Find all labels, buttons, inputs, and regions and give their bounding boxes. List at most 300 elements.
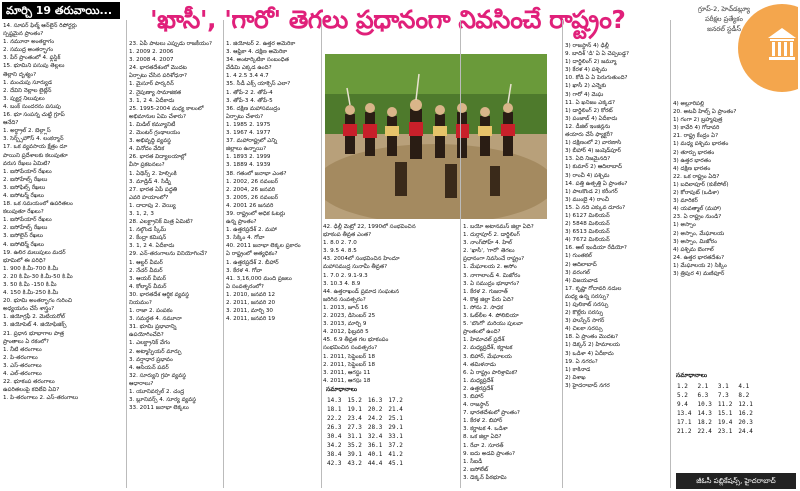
question-line: 30. భారతదేశ ఆర్థిక వ్యవస్థ bbox=[129, 291, 190, 298]
question-line: 3) ఒడిశా 4) ఏదీకాదు bbox=[565, 350, 614, 357]
question-line: 4) విజయవాడ bbox=[565, 277, 598, 284]
answer-cell: 2.1 bbox=[697, 383, 709, 390]
answer-cell: 17.2 bbox=[388, 397, 403, 404]
answer-row bbox=[674, 400, 756, 409]
question-line: 45. 6.9 తీవ్రత గల భూకంపం bbox=[323, 337, 389, 344]
question-line: 2. అట్మాస్ఫియర్ మార్పు bbox=[129, 348, 182, 355]
answer-cell: 20.2 bbox=[367, 406, 383, 413]
question-line: 32. సూర్యుని గ్రహ వ్యవస్థ bbox=[129, 372, 186, 379]
column-rule bbox=[670, 20, 671, 488]
question-line: 2. ఐసోలేట్ bbox=[463, 466, 489, 473]
question-line: 1) మేఘాలయ 2) సిక్కిం bbox=[673, 262, 727, 269]
question-line: 36. దక్షిణ మహాసముద్రం bbox=[226, 105, 281, 112]
answer-row bbox=[324, 396, 406, 405]
question-line: 2. పి-తరంగాలు bbox=[3, 354, 38, 361]
question-line: 38. గతంలో జనాభా ఎంత? bbox=[226, 170, 287, 177]
question-line: 19. ఏ నగరం? bbox=[565, 358, 598, 365]
question-line: 37. మహారాష్ట్రలో ఎన్ని bbox=[226, 138, 278, 145]
question-line: 2. దేవిని నెల్లాల లైట్లేన్ bbox=[3, 87, 52, 94]
question-line: పాయిని ప్రదేశాలకు కలుపుతూ bbox=[3, 152, 68, 159]
question-line: 3. 2011, ఆగస్టు 11 bbox=[323, 369, 371, 376]
answer-key-table bbox=[324, 396, 406, 468]
question-line: 41. 3,16,000 మంది ప్రజలు bbox=[226, 275, 292, 282]
question-line: 24. భారతదేశంలో మొదట bbox=[129, 65, 187, 72]
question-line: వేడిమి ఎక్కడ ఉంది? bbox=[226, 65, 272, 72]
answer-cell: 23.1 bbox=[717, 428, 733, 435]
question-line: జిల్లాలు ఉన్నాయి? bbox=[226, 146, 267, 153]
question-line: 1. 2011, సెప్టెంబర్ 18 bbox=[323, 353, 376, 360]
question-line: 4. 2011, ఆగస్టు 18 bbox=[323, 377, 371, 383]
question-line: 3) వరంగల్ bbox=[565, 269, 590, 276]
question-line: 22. భూకంప తరంగాలు bbox=[3, 379, 55, 386]
question-line: 4. తమిళనాడు bbox=[463, 361, 496, 368]
question-line: 2. ఉత్తరప్రదేశ్ bbox=[463, 385, 494, 392]
question-line: 3. నాంగ్‌పోహ్ 4. హిల్ bbox=[463, 240, 513, 247]
answer-cell: 7.3 bbox=[717, 392, 729, 399]
question-line: 3. తోపే-3 4. తోపే-5 bbox=[226, 97, 273, 104]
question-line: 4. రాజస్థాన్ bbox=[463, 402, 489, 409]
question-line: 42. ఢిల్లీ మెట్రో 22, 1990లో సంభవించిన bbox=[323, 224, 416, 230]
question-line: 1. ఐసోపేయార్ రేఖలు bbox=[3, 217, 52, 224]
question-line: 25. 1995-2004 మధ్య కాలంలో bbox=[129, 105, 204, 112]
question-line: 22. ఒక రాష్ట్రం ఏది? bbox=[673, 173, 720, 180]
question-line: 1. రేవా 2. సూరత్ bbox=[463, 442, 504, 449]
question-line: 4. కొత్త జిల్లా పేరు ఏది? bbox=[463, 296, 514, 303]
question-line: ఏర్పాటు చేశారు? bbox=[226, 113, 264, 120]
question-line: 4. ఎల్-తరంగాలు bbox=[3, 371, 42, 378]
question-line: 4. 2011, జనవరి 19 bbox=[226, 316, 276, 323]
question-line: 1) దార్జిలింగ్ 2) జమ్మూ bbox=[565, 59, 617, 66]
publisher-credit: జీఓసీ పబ్లికేషన్స్, హైదరాబాద్ bbox=[676, 473, 796, 489]
question-line: 3. 1, 2 4. ఏదీకాదు bbox=[129, 97, 175, 104]
question-line: మధ్య ఉన్న సరస్సు? bbox=[565, 293, 610, 300]
question-line: 2. 2023, డిసెంబర్ 25 bbox=[323, 313, 376, 320]
column-rule bbox=[223, 20, 224, 488]
question-line: 19. ఉలిర మలుపులు మదర్ bbox=[3, 249, 66, 256]
question-line: 3. కేరళ 4. గోవా bbox=[226, 267, 262, 274]
answer-row bbox=[674, 391, 756, 400]
question-line: 2. 2011, సెప్టెంబర్ 18 bbox=[323, 361, 376, 368]
answer-cell: 12.1 bbox=[738, 401, 753, 408]
question-line: 1. నీటి తరంగాలు bbox=[3, 346, 42, 353]
question-line: 4) 7672 మిలియన్ bbox=[565, 237, 610, 244]
question-line: తయారు చేసే ఫ్యాక్టరీ? bbox=[565, 132, 613, 139]
answer-cell: 42.3 bbox=[327, 460, 342, 467]
question-line: ఏ సంవత్సరంలో? bbox=[226, 283, 264, 290]
question-line: 4) దక్షిణ భారతం bbox=[673, 165, 711, 172]
answer-cell: 14.3 bbox=[697, 410, 712, 417]
question-line: 1. పి-తరంగాలు 2. ఎస్-తరంగాలు bbox=[3, 395, 79, 402]
question-line: ప్రాంతంలో ఉంది? bbox=[463, 329, 501, 336]
question-line: 3. ఐసోలైన్ రేఖలు bbox=[3, 233, 43, 240]
question-line: 1. 8.0 2. 7.0 bbox=[323, 240, 357, 247]
answer-cell: 37.2 bbox=[388, 442, 403, 449]
question-line: 3. ఓట్‌లీల 4. పోలిబియా bbox=[463, 313, 519, 320]
answer-cell: 45.1 bbox=[388, 460, 403, 467]
question-column-4 bbox=[323, 223, 459, 383]
answer-cell: 24.4 bbox=[738, 428, 753, 435]
question-line: 8. ఒక జిల్లా ఏది? bbox=[463, 434, 502, 441]
question-line: 1) అస్సాం bbox=[673, 222, 696, 229]
question-line: 3) కావేరి 4) గోదావరి bbox=[673, 125, 720, 132]
question-line: 3. 2013, మార్చి 9 bbox=[323, 321, 367, 328]
question-line: 1. 2013, జూన్ 16 bbox=[323, 304, 368, 311]
question-line: 1) కాకినాడ bbox=[565, 366, 591, 373]
question-column-6 bbox=[565, 42, 669, 488]
question-line: 1. మంచుపు సూర్యుడ bbox=[3, 79, 52, 86]
column-rule bbox=[562, 20, 563, 488]
question-column-5 bbox=[463, 223, 561, 488]
answer-cell: 29.1 bbox=[388, 424, 403, 431]
answer-cell: 18.1 bbox=[327, 406, 342, 413]
answer-cell: 16.2 bbox=[738, 410, 753, 417]
question-line: 1. నల్గొండ స్కీమ్ bbox=[129, 227, 167, 234]
answer-cell: 14.3 bbox=[327, 397, 342, 404]
question-line: 3. బ్లూనివర్స్ 4. సూర్య వ్యవస్థ bbox=[129, 397, 197, 404]
question-line: 43. 2004లో సంభవించిన హిందూ bbox=[323, 256, 400, 263]
question-line: 1. 2009 2. 2006 bbox=[129, 49, 174, 56]
question-line: 1. ఎలక్ట్రానిక్ వేగం bbox=[129, 340, 171, 347]
badge-line2: పరీక్షల ప్రత్యేకం bbox=[705, 15, 743, 23]
question-line: కలుపుతూ రేఖలు? bbox=[3, 209, 44, 216]
answer-cell: 8.2 bbox=[738, 392, 750, 399]
question-line: 14. పత్తి ఉత్పత్తి ఏ ప్రాంతం? bbox=[565, 180, 628, 187]
question-line: సంభవించిన సంవత్సరం? bbox=[323, 345, 378, 352]
question-line: జరిగిన సంవత్సరం? bbox=[323, 296, 366, 303]
question-line: 3. 1, 2, 3 bbox=[129, 210, 154, 217]
question-line: 3. మాడ్రిడ్ 4. సిడ్నీ bbox=[129, 178, 171, 185]
badge-text bbox=[688, 4, 760, 34]
answer-cell: 25.1 bbox=[388, 415, 403, 422]
answer-cell: 22.4 bbox=[697, 428, 712, 435]
question-line: 1. నమూనా అంతర్జాగం bbox=[3, 39, 55, 46]
answer-cell: 16.3 bbox=[367, 397, 383, 404]
question-line: 13. ఏది నిజమైనది? bbox=[565, 156, 611, 163]
answer-row bbox=[324, 432, 406, 441]
answer-cell: 17.1 bbox=[677, 419, 692, 426]
question-line: 3) 6513 మిలియన్ bbox=[565, 229, 610, 236]
question-line: 1. కేరళ 2. బిహార్ bbox=[463, 418, 503, 425]
question-line: 4. 2001 26 జనవరి bbox=[226, 202, 274, 209]
question-line: 28. ఎలక్ట్రానిక్ మిత్ర ఏమిటి? bbox=[129, 219, 193, 226]
question-line: 3. పీర్ ప్రాంతంలో 4. ఫ్లస్టిక్ bbox=[3, 55, 61, 62]
question-line: 1. 2002, 26 నవంబర్ bbox=[226, 178, 279, 185]
answer-row bbox=[324, 414, 406, 423]
question-line: ఉన్న ప్రాంతం? bbox=[226, 219, 257, 226]
question-line: 3. నాగాలాండ్ 4. మిజోరం bbox=[463, 272, 521, 279]
answer-cell: 9.4 bbox=[677, 401, 688, 408]
question-line: ఆనేది? bbox=[3, 120, 19, 127]
question-line: ప్రధానంగా నివసించే రాష్ట్రం? bbox=[463, 256, 525, 263]
answer-cell: 19.1 bbox=[347, 406, 362, 413]
question-line: 3. జియోపెట్ 4. జియోఫిజిక్స్ bbox=[3, 322, 67, 329]
question-line: 3) మారికర్ bbox=[673, 198, 698, 205]
question-line: 2) కోరాపుట్ (ఒడిశా) bbox=[673, 190, 720, 197]
question-line: 4) అల్లూరిపల్లి bbox=[673, 101, 705, 107]
question-line: 1. హిమాచల్ ప్రదేశ్ bbox=[463, 337, 505, 344]
question-line: 16. ఆల్ ఇండియా రేడియో? bbox=[565, 245, 627, 252]
question-line: 1. సీఐడీ bbox=[463, 458, 483, 465]
question-line: 4. కోల్మాన్ వీమర్ bbox=[129, 283, 167, 290]
question-line: 1) డెక్కన్ 2) హిమాలయ bbox=[565, 342, 620, 349]
answer-cell: 40.1 bbox=[367, 451, 383, 458]
question-line: 3. అభివృద్ధి వ్యవస్థ bbox=[129, 138, 171, 145]
answer-cell: 23.4 bbox=[347, 415, 362, 422]
question-line: ఏర్పాటు చేసిన పరిశోధనా? bbox=[129, 73, 187, 80]
headline: 'ఖాసీ', 'గారో' తెగలు ప్రధానంగా నివసించే రాష్ట్రం? bbox=[150, 5, 626, 34]
question-line: 3. వర్షాధార ప్రభావం bbox=[129, 356, 173, 363]
question-line: 4) యవత్మాల్ (మహా) bbox=[673, 206, 722, 213]
question-line: 1) గుంతకల్ bbox=[565, 253, 592, 260]
question-line: ఉపయోగించేది? bbox=[129, 332, 164, 339]
question-line: 3. ఆఫ్రికా 4. దక్షిణ అమెరికా bbox=[226, 49, 288, 56]
question-column-7 bbox=[673, 100, 798, 370]
question-line: ఎవరి హయాంలో? bbox=[129, 194, 169, 201]
answer-cell: 21.2 bbox=[677, 428, 692, 435]
question-line: 3) రాజస్థాన్ 4) ఢిల్లీ bbox=[565, 43, 609, 49]
answer-cell: 36.1 bbox=[367, 442, 383, 449]
question-line: 2. నేచర్ వీమర్ bbox=[129, 267, 163, 274]
question-line: 2. నైపుణ్యా సామాజికత bbox=[129, 89, 182, 96]
badge-line1: గ్రూప్-2, హెచ్‌డబ్ల్యూ bbox=[697, 5, 751, 13]
question-line: 1) ఖాసీ 2) ఎన్నెకు bbox=[565, 83, 607, 90]
answer-cell: 6.3 bbox=[697, 392, 709, 399]
question-line: 1. బయో అటానమస్ జిల్లా ఏది? bbox=[463, 224, 534, 230]
question-line: 1) దక్షిణంలో 2) వారణాసి bbox=[565, 140, 622, 147]
question-line: 2. మధ్యప్రదేశ్, కర్ణాటక bbox=[463, 345, 513, 352]
question-line: 3. ప్యుర్ల నిలువులు bbox=[3, 95, 45, 102]
answer-cell: 44.4 bbox=[367, 460, 383, 467]
question-line: 3) గారో 4) మెఘ bbox=[565, 91, 604, 98]
question-line: 2. 2004, 26 జనవరి bbox=[226, 186, 276, 193]
question-line: 1. తోపే-2 2. తోపే-4 bbox=[226, 89, 273, 96]
answer-row bbox=[674, 382, 756, 391]
badge-line3: జనరల్ స్టడీస్ bbox=[707, 25, 741, 33]
question-line: 3. బిహార్ bbox=[463, 393, 484, 400]
answer-row bbox=[324, 441, 406, 450]
question-line: 4. 150 కి.మీ-250 కి.మీ bbox=[3, 290, 59, 297]
question-line: 1. మేఘాలయ 2. అసోం bbox=[463, 264, 517, 271]
question-line: 6. ఏ రాష్ట్రం పారిశ్రామిక? bbox=[463, 369, 518, 376]
question-line: 1. జియోగ్రఫీ 2. మెటియరోల్ bbox=[3, 314, 66, 321]
question-line: 27. భారత ఏపీ పద్ధతి bbox=[129, 186, 178, 193]
question-line: 1. 7.0 2. 9.1-9.3 bbox=[323, 272, 368, 279]
question-line: 7. భారతదేశంలో ప్రాంతం? bbox=[463, 410, 520, 417]
answer-cell: 41.2 bbox=[388, 451, 403, 458]
question-line: 3. 1889 4. 1939 bbox=[226, 162, 271, 169]
question-line: 34. అంటార్కిటికా సంబంధిత bbox=[226, 57, 290, 64]
column-rule bbox=[126, 20, 127, 488]
question-line: 2. మెంటర్ గ్రంథాలయం bbox=[129, 130, 181, 137]
question-line: 3) కేరళ 4) పశ్చిమ bbox=[565, 67, 607, 74]
question-line: 1. కేరళ 2. గుజరాత్ bbox=[463, 288, 508, 295]
answer-cell: 10.3 bbox=[697, 401, 712, 408]
question-line: 33. 2011 జనాభా లెక్కలు bbox=[129, 405, 189, 412]
question-line: 35. సీడీ ఎక్స్ యాక్సెస్ ఎలా? bbox=[226, 81, 291, 88]
answer-cell: 34.2 bbox=[327, 442, 342, 449]
answer-cell: 20.3 bbox=[738, 419, 753, 426]
question-line: 3) హైదరాబాద్ నగర bbox=[565, 382, 610, 389]
answer-key-title: సమాధానాలు bbox=[676, 372, 708, 379]
question-line: 1) బదిలాపూర్ (కుకేసోల్) bbox=[673, 181, 729, 188]
answer-cell: 13.4 bbox=[677, 410, 692, 417]
question-line: 21. ప్రధాన భూభాగాల పాత్ర bbox=[3, 330, 64, 337]
question-line: 3. సిక్కిం 4. గోవా bbox=[226, 235, 265, 242]
question-line: 1. అర్థ్రాల్ 2. బెల్గ్లాస్ bbox=[3, 128, 51, 135]
answer-cell: 19.4 bbox=[717, 419, 733, 426]
question-line: 1. ఉత్తరప్రదేశ్ 2. బీహార్ bbox=[226, 259, 279, 266]
answer-row bbox=[674, 409, 756, 418]
question-line: 1) గంగా 2) బ్రహ్మపుత్ర bbox=[673, 117, 723, 124]
question-line: 23. ఏపీ పాటలు ఎప్పుడు రాజకీయం? bbox=[129, 41, 212, 47]
answer-cell: 39.1 bbox=[347, 451, 362, 458]
question-line: 4. ఐసోటర్మ్ రేఖలు bbox=[3, 192, 44, 199]
question-line: అభిమానుల ఏమి చేశారు? bbox=[129, 113, 187, 120]
question-line: 14. సూపర్ ఫిల్మ్ ఆన్‌లైన్ రిపోర్టర్లు bbox=[3, 23, 77, 29]
question-line: 4) చిలకా సరస్సు bbox=[565, 326, 603, 333]
question-line: 3) ఉత్తర భారతం bbox=[673, 157, 711, 164]
question-line: మహాసముద్ర సునామీ తీవ్రత? bbox=[323, 264, 388, 271]
question-line: 1. 900 కి.మీ-700 కి.మీ bbox=[3, 265, 59, 272]
answer-cell: 33.1 bbox=[388, 433, 403, 440]
question-line: 29. ఎన్-తరంగాలను వినియోగించే? bbox=[129, 251, 208, 258]
question-line: 3. సమర్థత 4. నమూనా bbox=[129, 316, 182, 323]
answer-cell: 38.4 bbox=[327, 451, 342, 458]
question-line: 20. భూమి అంతర్భాగం గురించి bbox=[3, 298, 72, 305]
answer-cell: 3.1 bbox=[717, 383, 729, 390]
answer-cell: 5.2 bbox=[677, 392, 688, 399]
answer-cell: 22.2 bbox=[327, 415, 342, 422]
question-line: 17. కృష్ణా గోదావరి నదుల bbox=[565, 285, 622, 292]
answer-cell: 43.2 bbox=[347, 460, 362, 467]
question-line: 3) హుస్సేన్ సాగర్ bbox=[565, 318, 605, 325]
question-line: 3. ఎస్-తరంగాలు bbox=[3, 362, 42, 369]
question-line: 1. ఏథెన్స్ 2. హెల్సింకి bbox=[129, 170, 177, 177]
question-line: 3) ముంబై 4) రాంచీ bbox=[565, 196, 610, 203]
answer-cell: 21.4 bbox=[388, 406, 403, 413]
question-line: 1. 1985 2. 1975 bbox=[226, 121, 271, 128]
question-line: 1. మధ్యప్రదేశ్ bbox=[463, 377, 494, 384]
question-line: 1. 1893 2. 1999 bbox=[226, 154, 271, 161]
answer-key-title: సమాధానాలు bbox=[326, 386, 358, 393]
question-column-3 bbox=[226, 40, 320, 488]
question-line: 18. ఏ ప్రాంతం మొదట? bbox=[565, 334, 619, 341]
question-line: భూమిలో ఈ పరిధి? bbox=[3, 257, 46, 264]
question-line: 3) పంజాబ్ 4) ఏదీకాదు bbox=[565, 115, 618, 122]
answer-cell: 11.2 bbox=[717, 401, 733, 408]
question-column-1 bbox=[3, 22, 125, 488]
question-line: 18. ఒక సమయంలో ఉపరితలం bbox=[3, 201, 73, 208]
answer-row bbox=[674, 418, 756, 427]
question-line: 1. మిడిల్ కమ్యూనిటీ bbox=[129, 121, 176, 128]
question-line: 4) పశ్చిమ బెంగాల్ bbox=[673, 246, 714, 253]
question-line: 3. 1, 2 4. ఏదీకాదు bbox=[129, 243, 175, 250]
question-line: 39. రాష్ట్రంలో అధిక ఓటర్లు bbox=[226, 210, 286, 217]
question-line: 1. మైసూర్ పార్కరిన్ bbox=[129, 81, 174, 88]
question-line: వీసా ప్రకటనలు? bbox=[129, 162, 165, 169]
column-rule bbox=[321, 20, 322, 488]
question-line: 4. బంక్ సుందరను పసుపు bbox=[3, 103, 61, 110]
question-line: 3. ఐసోఫిల్స్ రేఖలు bbox=[3, 184, 46, 191]
answer-cell: 18.2 bbox=[697, 419, 712, 426]
question-line: అధ్యయనం చేసే శాస్త్రం? bbox=[3, 306, 55, 313]
question-line: 1. 4 2.5 3.4 4.7 bbox=[226, 73, 269, 80]
question-line: 4. ఐసోటెర్మ్ రేఖలు bbox=[3, 241, 44, 248]
question-line: 3) బీహార్ 4) జంషెడ్‌పూర్ bbox=[565, 148, 621, 155]
answer-key-table bbox=[674, 382, 756, 436]
question-line: ఉపరితలంపై కదిలేవి ఏవి? bbox=[3, 387, 60, 394]
question-line: 3. 2011, మార్చి 30 bbox=[226, 308, 273, 315]
answer-cell: 27.3 bbox=[347, 424, 362, 431]
answer-cell: 4.1 bbox=[738, 383, 750, 390]
question-line: 3. 10.3 4. 8.9 bbox=[323, 280, 361, 287]
question-line: 24. ఉత్తర భారతదేశం? bbox=[673, 254, 725, 261]
question-line: 2. సముద్ర అంతర్భాగం bbox=[3, 47, 54, 54]
question-line: 1) 6127 మిలియన్ bbox=[565, 212, 610, 219]
question-line: 3) రాంచీ 4) పశ్చిమ bbox=[565, 172, 610, 179]
answer-cell: 26.3 bbox=[327, 424, 342, 431]
question-line: 1. యూనివర్సల్ 2. చంద్ర bbox=[129, 389, 185, 396]
question-line: 3. 9.5 4. 8.5 bbox=[323, 248, 357, 255]
question-line: 26. భారత విద్యాలయాల్లో bbox=[129, 154, 187, 161]
answer-cell: 31.1 bbox=[347, 433, 362, 440]
question-line: 1. ఉత్తరప్రదేశ్ 2. మహా bbox=[226, 227, 277, 234]
question-line: 3. 1967 4. 1977 bbox=[226, 130, 271, 137]
question-line: 1. 2010, జనవరి 12 bbox=[226, 291, 276, 298]
answer-cell: 15.2 bbox=[347, 397, 362, 404]
question-line: స్పష్టమైన ప్రాంతం? bbox=[3, 31, 44, 38]
answer-cell: 35.2 bbox=[347, 442, 362, 449]
question-line: ఏ రాష్ట్రంలో అత్యధికం? bbox=[226, 251, 278, 258]
question-line: 40. 2011 జనాభా లెక్కల ప్రకారం bbox=[226, 243, 301, 250]
question-line: ఆధారాలు? bbox=[129, 380, 154, 387]
question-line: 15. భూమిని పసుపు తెల్లలు bbox=[3, 63, 65, 70]
question-line: 2. 20 కి.మీ-30 కి.మీ-50 కి.మీ bbox=[3, 273, 73, 280]
question-line: 4. 2012, ఫిబ్రవరి 5 bbox=[323, 329, 369, 336]
question-line: 15. ఏ నది ఎక్కువ దూరం? bbox=[565, 204, 626, 211]
question-line: 1. సోను 2. సాధక bbox=[463, 304, 504, 311]
question-line: 3. బిహార్, మేఘాలయ bbox=[463, 353, 512, 360]
answer-cell: 1.2 bbox=[677, 383, 688, 390]
answer-cell: 32.4 bbox=[367, 433, 383, 440]
question-line: 16. భూ సంపన్న చుట్టి గ్రూప్ bbox=[3, 112, 65, 119]
question-line: 3. ఏ సముద్రం భూభాగం? bbox=[463, 280, 520, 287]
question-line: 20. అటవీ హిల్స్ ఏ ప్రాంతం? bbox=[673, 109, 737, 116]
question-line: నియమం? bbox=[129, 300, 152, 306]
question-line: 11. ఏ ఖనిజం ఎక్కడ? bbox=[565, 99, 615, 106]
question-line: 2) తూర్పు భారతం bbox=[673, 149, 715, 156]
question-line: 5. 'బొంగో' మరియు పులవా bbox=[463, 321, 523, 328]
answer-row bbox=[324, 450, 406, 459]
question-line: తెల్లాని దృశ్యం? bbox=[3, 71, 37, 78]
question-line: 1) పాలకొండ 2) కరీంగర్ bbox=[565, 188, 618, 195]
question-line: 1. దుర్గాపూర్ 2. డార్జిలింగ్ bbox=[463, 232, 520, 239]
question-line: 3. 2005, 26 నవంబర్ bbox=[226, 194, 279, 201]
question-line: 3. ఆయర్ వీమర్ bbox=[129, 275, 167, 282]
answer-cell: 30.4 bbox=[327, 433, 342, 440]
question-line: 1) కుమార్‌ 2) ఆదిలాబాద్ bbox=[565, 164, 622, 171]
question-line: 2) అస్సాం, మేఘాలయ bbox=[673, 230, 725, 237]
question-line: 2. 'ఖాసీ', 'గారో' తెగలు bbox=[463, 248, 515, 255]
question-column-2 bbox=[129, 40, 222, 488]
question-line: 2) ఆదిలాబాద్ bbox=[565, 261, 597, 268]
column-rule bbox=[460, 20, 461, 488]
question-line: 3) త్రిపుర 4) మణిపూర్ bbox=[673, 270, 725, 277]
question-line: 31. భూమి ప్రభావాన్ని bbox=[129, 324, 177, 331]
question-line: 3. 2008 4. 2007 bbox=[129, 57, 174, 64]
section-tab: మార్చి 19 తరువాయి... bbox=[2, 2, 120, 19]
answer-row bbox=[324, 459, 406, 468]
